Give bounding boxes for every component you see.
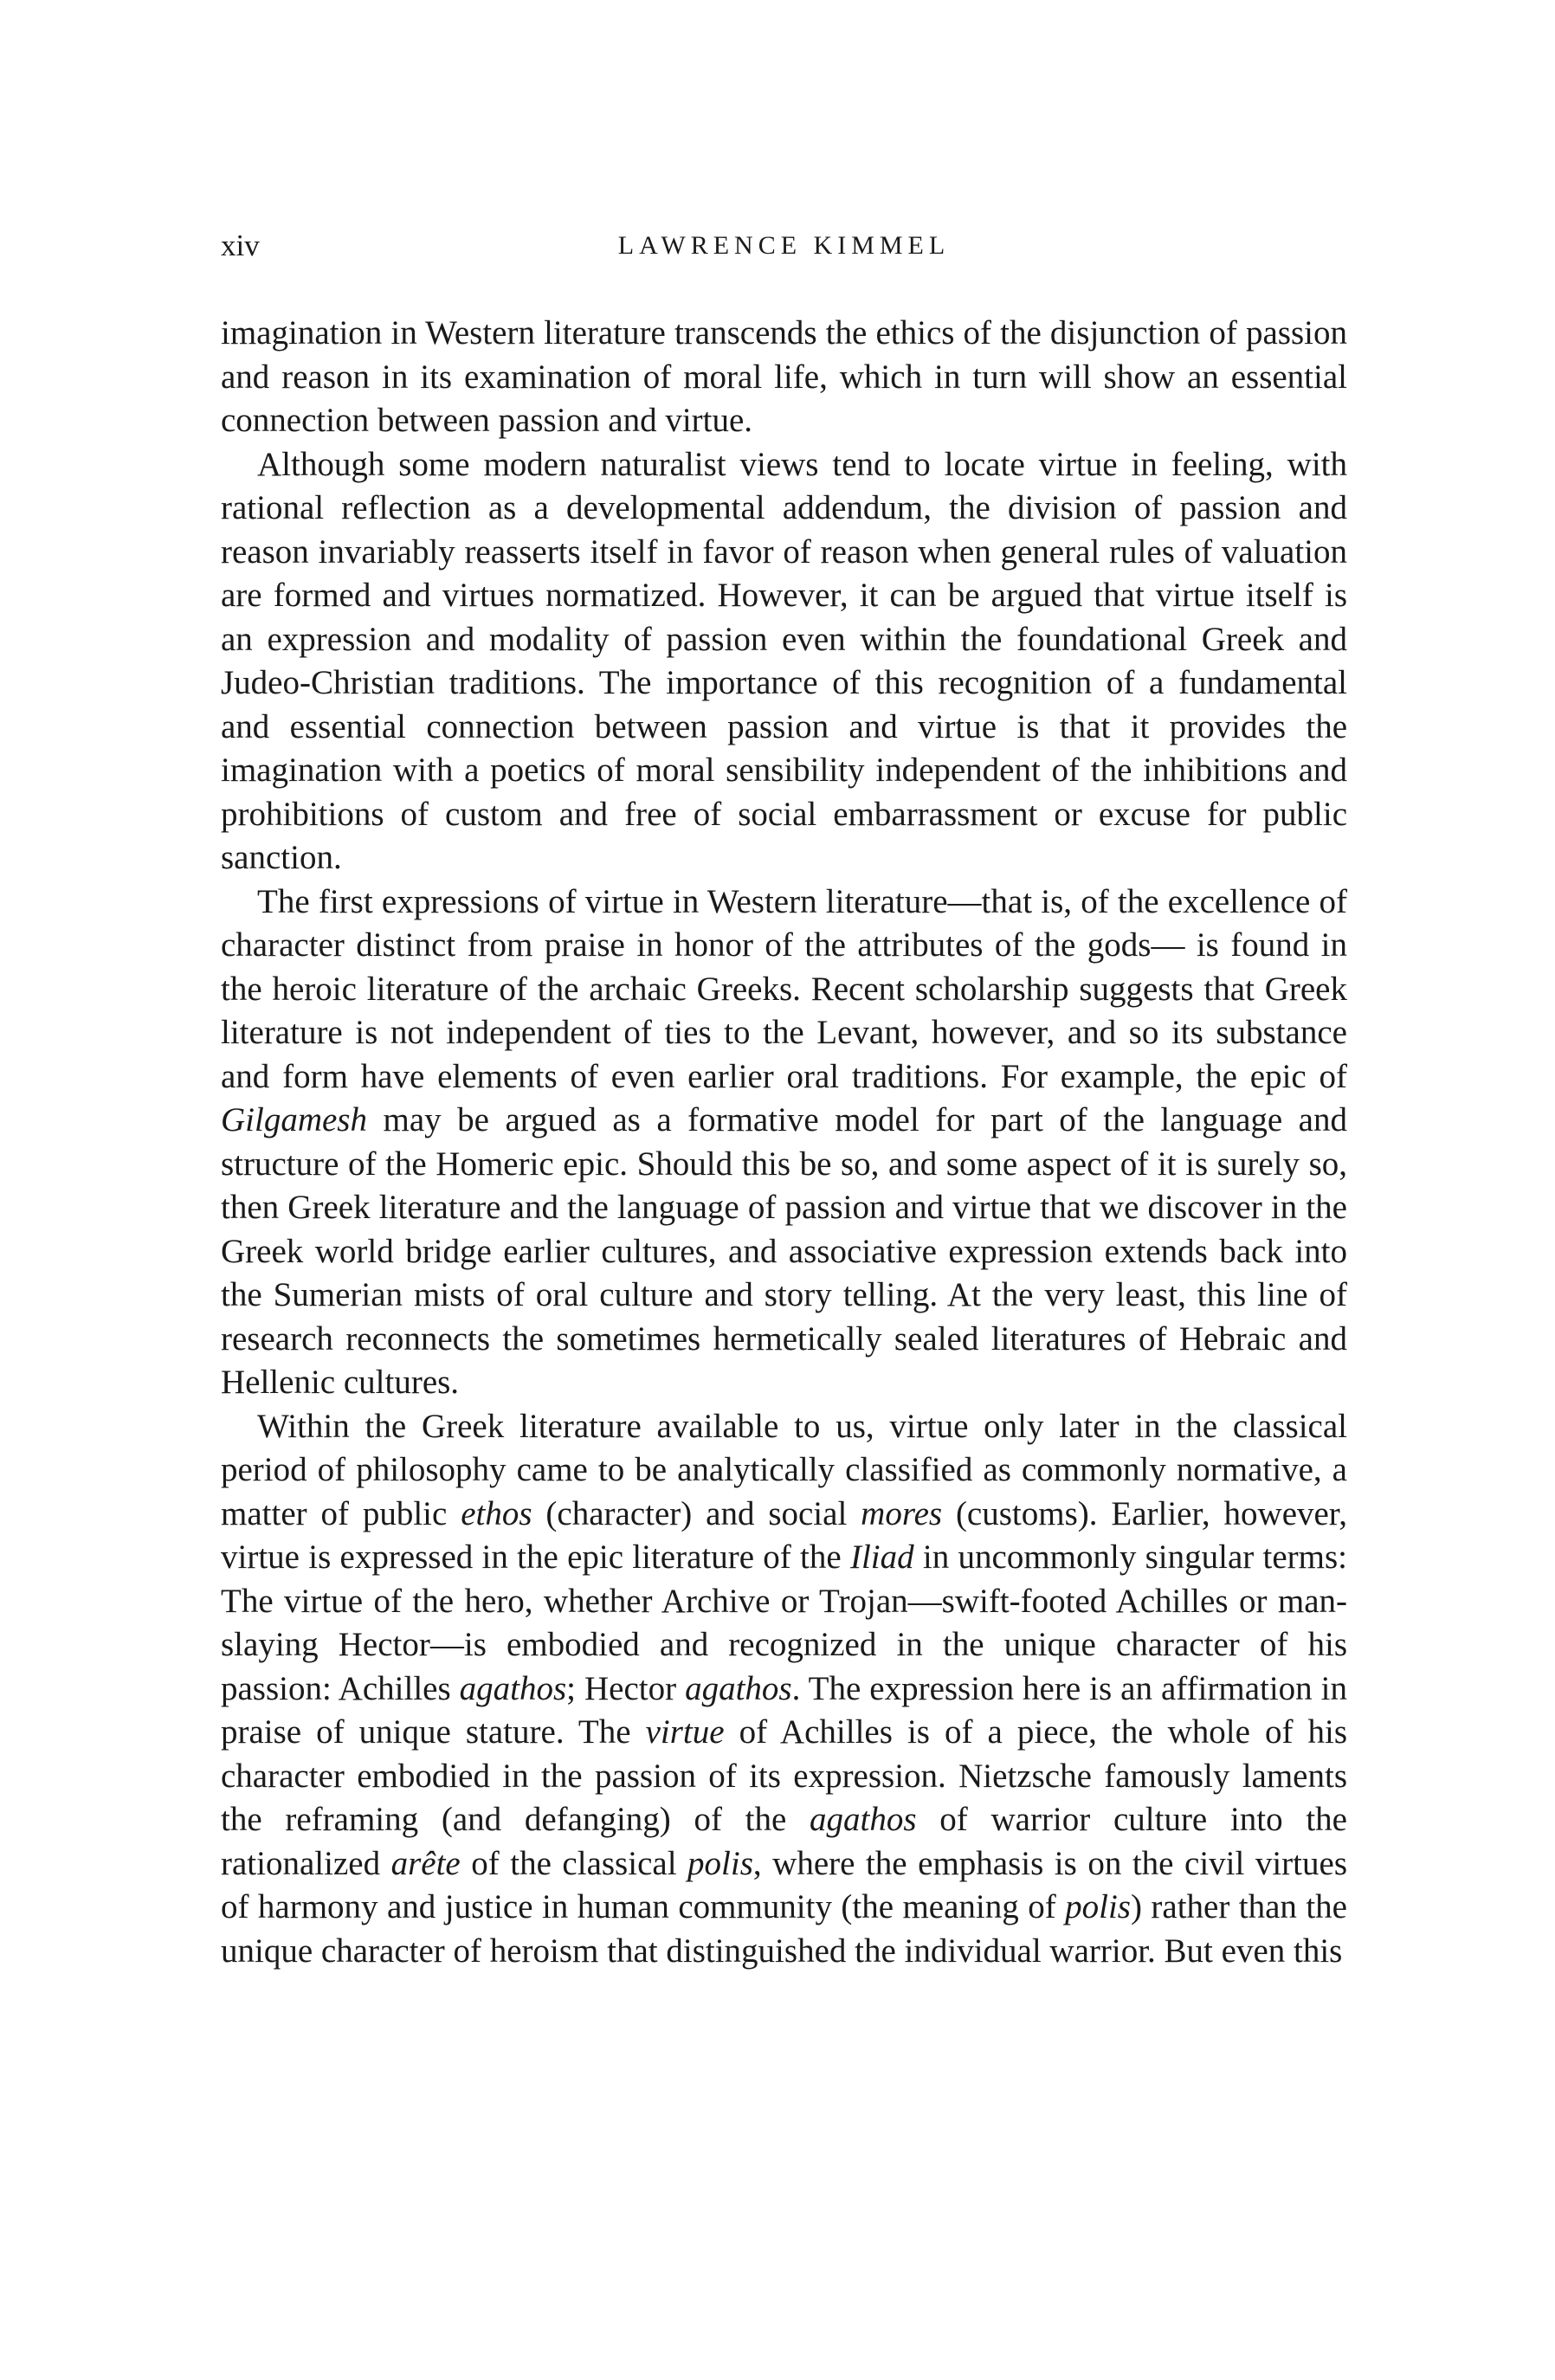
text-segment: imagination in Western literature transcends the ethics of the disjunction of passion and reason in its examination of moral life, which in turn will show an essential connection between passion and virtue. xyxy=(221,314,1347,439)
text-segment: (customs). Earlier, however, virtue is expressed in the epic literature of the xyxy=(221,1494,1347,1576)
italic-term: Gilgamesh xyxy=(221,1101,367,1138)
text-segment: Although some modern naturalist views tend to locate virtue in feeling, with rational reflection as a developmental addendum, the division of passion and reason invariably reasserts itself in favor of reason when general rules of valuation are formed and virtues normatized. However, it can be argued that virtue itself is an expression and modality of passion even within the foundational Greek and Judeo-Christian traditions. The importance of this recognition of a fundamental and essential connection between passion and virtue is that it provides the imagination with a poetics of moral sensibility independent of the inhibitions and prohibitions of custom and free of social embarrassment or excuse for public sanction. xyxy=(221,445,1347,876)
text-segment: may be argued as a formative model for part of the language and structure of the Homeric epic. Should this be so, and some aspect of it is surely so, then Greek literature and the language of passion and virtue that we discover in the Greek world bridge earlier cultures, and associative expression extends back into the Sumerian mists of oral culture and story telling. At the very least, this line of research reconnects the sometimes hermetically sealed literatures of Hebraic and Hellenic cultures. xyxy=(221,1101,1347,1401)
running-title: LAWRENCE KIMMEL xyxy=(617,231,951,260)
italic-term: ethos xyxy=(461,1494,532,1532)
italic-term: arête xyxy=(390,1844,461,1882)
text-segment: ; Hector xyxy=(566,1669,686,1707)
text-segment: , where the emphasis is on the civil virtues of harmony and justice in human community (the meaning of xyxy=(221,1844,1347,1925)
italic-term: agathos xyxy=(459,1669,567,1707)
italic-term: mores xyxy=(861,1494,943,1532)
italic-term: agathos xyxy=(685,1669,792,1707)
paragraph-3 xyxy=(221,880,1347,1405)
running-head xyxy=(221,227,1347,265)
text-segment: Within the Greek literature available to us, virtue only later in the classical period of philosophy came to be analytically classified as commonly normative, a matter of public xyxy=(221,1407,1347,1532)
text-segment: of the classical xyxy=(460,1844,688,1882)
paragraph-1 xyxy=(221,312,1347,443)
paragraph-2 xyxy=(221,443,1347,880)
page-number: xiv xyxy=(221,229,260,262)
text-segment: ) rather than the unique character of heroism that distinguished the individual warrior. But even this xyxy=(221,1888,1347,1970)
text-segment: of Achilles is of a piece, the whole of his character embodied in the passion of its expression. Nietzsche famously laments the reframing (and defanging) of the xyxy=(221,1713,1347,1838)
body-text xyxy=(221,312,1347,1973)
italic-term: polis xyxy=(1065,1888,1131,1925)
paragraph-4 xyxy=(221,1405,1347,1974)
italic-term: polis xyxy=(687,1844,753,1882)
text-segment: . The expression here is an affirmation in praise of unique stature. The xyxy=(221,1669,1348,1751)
italic-term: virtue xyxy=(645,1713,725,1751)
text-segment: The first expressions of virtue in Western literature—that is, of the excellence of character distinct from praise in honor of the attributes of the gods— is found in the heroic literature of the archaic Greeks. Recent scholarship suggests that Greek literature is not independent of ties to the Levant, however, and so its substance and form have elements of even earlier oral traditions. For example, the epic of xyxy=(221,882,1347,1095)
italic-term: agathos xyxy=(810,1801,917,1838)
text-segment: of warrior culture into the rationalized xyxy=(221,1801,1347,1882)
text-segment: in uncommonly singular terms: The virtue of the hero, whether Archive or Trojan—swift-footed Achilles or man-slaying Hector—is embodied and recognized in the unique character of his passion: Achilles xyxy=(221,1538,1348,1707)
text-segment: (character) and social xyxy=(532,1494,861,1532)
italic-term: Iliad xyxy=(849,1538,914,1576)
